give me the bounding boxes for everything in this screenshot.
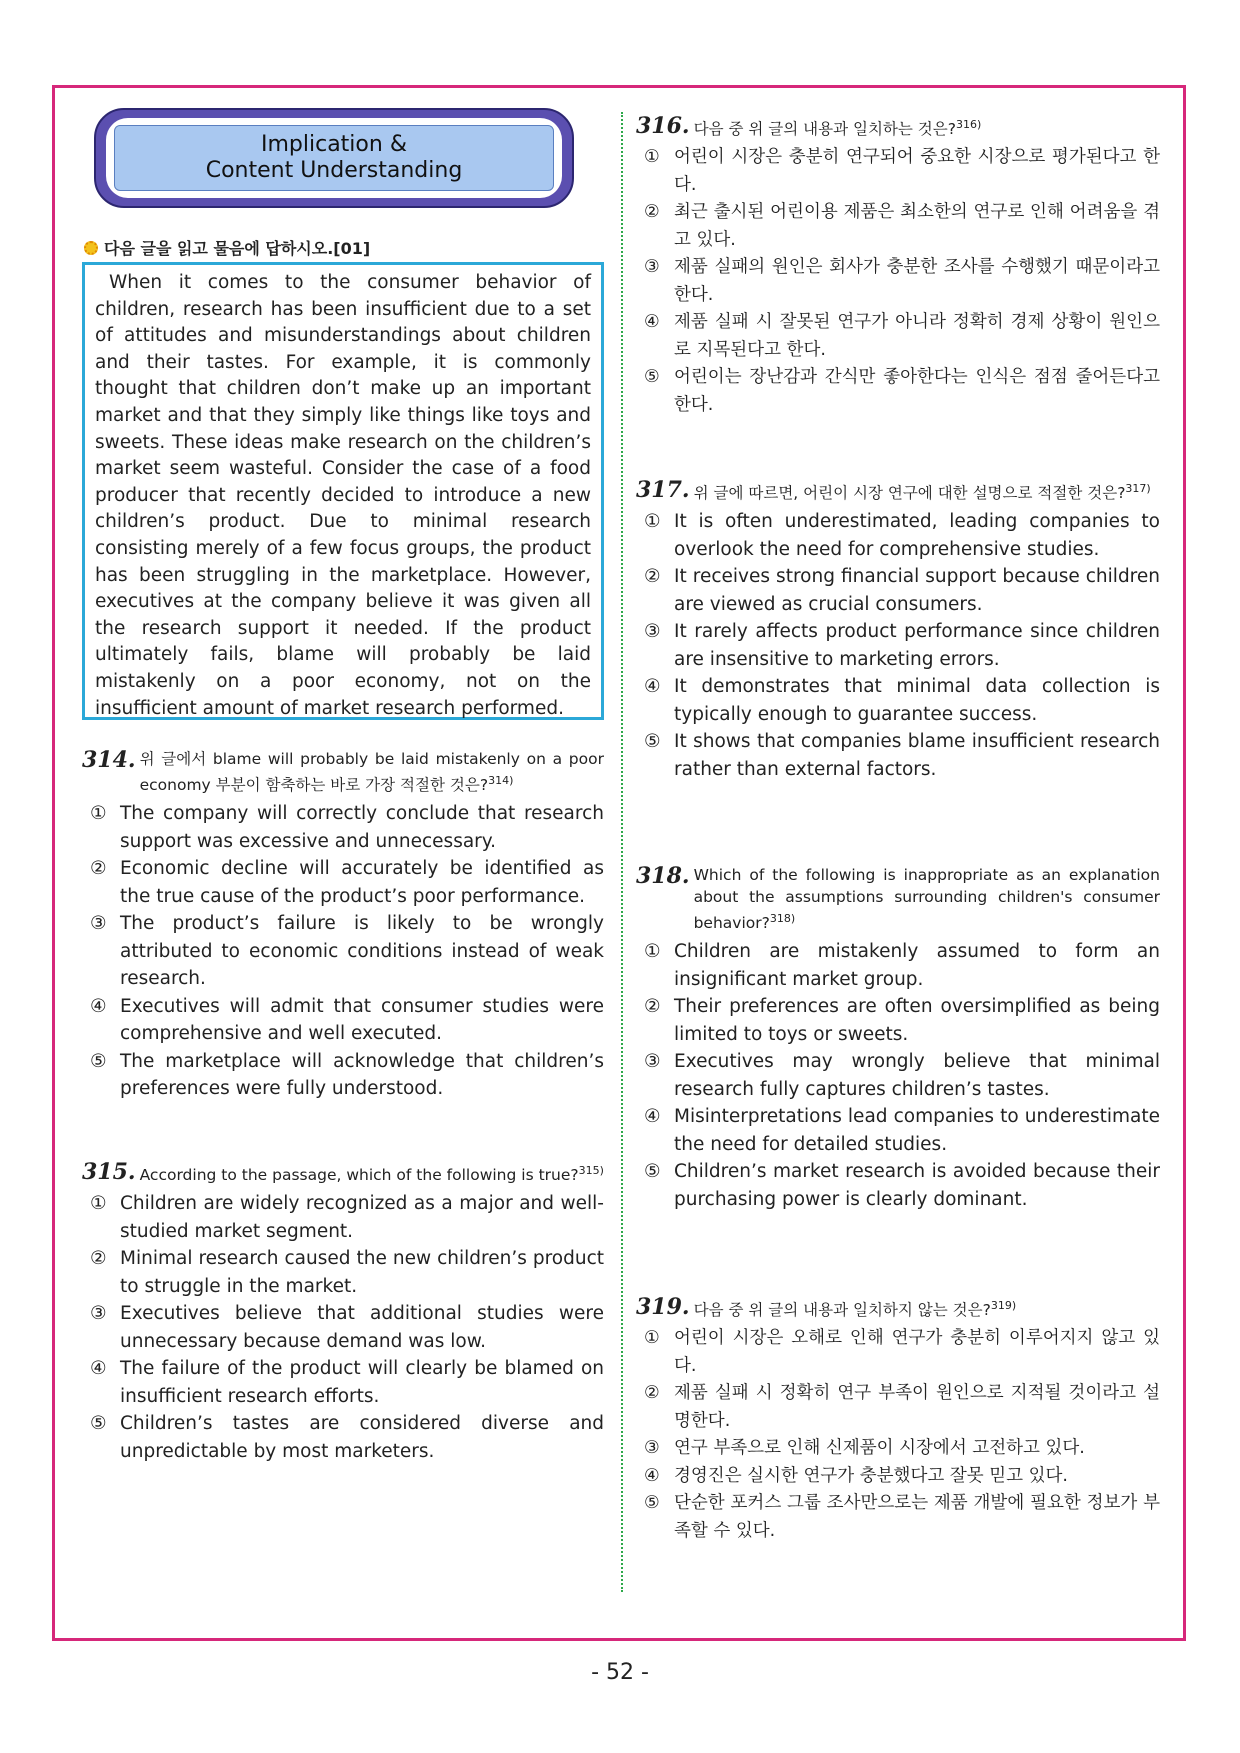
- flower-icon: [84, 241, 98, 255]
- option-marker: ①: [644, 147, 660, 168]
- column-divider: [621, 112, 623, 1592]
- question-header: [82, 1160, 604, 1186]
- instruction-text: 다음 글을 읽고 물음에 답하시오.[01]: [104, 239, 371, 258]
- answer-option[interactable]: [636, 1325, 1160, 1380]
- question-header: [636, 864, 1160, 934]
- answer-option[interactable]: [636, 1490, 1160, 1545]
- answer-option[interactable]: [82, 800, 604, 855]
- option-text: 제품 실패 시 정확히 연구 부족이 원인으로 지적될 것이라고 설명한다.: [674, 1383, 1160, 1431]
- question-prompt-wrap: [694, 114, 982, 140]
- answer-option[interactable]: [636, 1103, 1160, 1158]
- answer-option[interactable]: [82, 910, 604, 993]
- question-header: [636, 1295, 1160, 1321]
- option-marker: ⑤: [90, 1050, 107, 1072]
- answer-option[interactable]: [636, 1435, 1160, 1463]
- option-text: Misinterpretations lead companies to underestimate the need for detailed studies.: [674, 1106, 1160, 1155]
- answer-option[interactable]: [82, 1300, 604, 1355]
- option-marker: ②: [90, 1248, 107, 1270]
- footnote-ref: 315): [578, 1164, 604, 1177]
- option-marker: ①: [644, 941, 661, 963]
- answer-option[interactable]: [636, 1463, 1160, 1491]
- option-marker: ⑤: [644, 1161, 661, 1183]
- footnote-ref: 316): [955, 118, 982, 131]
- option-marker: ①: [644, 511, 661, 533]
- option-marker: ③: [90, 1303, 107, 1325]
- option-marker: ③: [90, 913, 107, 935]
- option-marker: ④: [644, 1106, 661, 1128]
- question-number: 317.: [636, 477, 690, 503]
- page-number: - 52 -: [591, 1660, 649, 1685]
- option-text: The company will correctly conclude that research support was excessive and unnecessary.: [120, 803, 604, 852]
- answer-option[interactable]: [636, 254, 1160, 309]
- question-number: 315.: [82, 1159, 136, 1185]
- option-text: It shows that companies blame insufficient research rather than external factors.: [674, 731, 1160, 780]
- question-prompt-wrap: [694, 864, 1160, 934]
- answer-option[interactable]: [82, 993, 604, 1048]
- question-prompt: 위 글에서 blame will probably be laid mistakenly on a poor economy 부분이 함축하는 바로 가장 적절한 것은?: [139, 750, 604, 795]
- footnote-ref: 319): [990, 1299, 1017, 1312]
- footnote-ref: 318): [769, 912, 796, 925]
- option-text: The product’s failure is likely to be wrongly attributed to economic conditions instead of weak research.: [120, 913, 604, 990]
- question-number: 316.: [636, 113, 690, 139]
- option-marker: ②: [644, 202, 660, 223]
- option-marker: ③: [644, 1051, 661, 1073]
- answer-option[interactable]: [636, 673, 1160, 728]
- option-text: 어린이는 장난감과 간식만 좋아한다는 인식은 점점 줄어든다고 한다.: [674, 367, 1160, 415]
- answer-options: [636, 144, 1160, 419]
- question-prompt-wrap: [694, 1295, 1017, 1321]
- question-prompt-wrap: [694, 478, 1151, 504]
- answer-option[interactable]: [82, 1355, 604, 1410]
- answer-option[interactable]: [82, 855, 604, 910]
- option-marker: ②: [644, 1383, 660, 1404]
- question-prompt: 다음 중 위 글의 내용과 일치하는 것은?: [693, 120, 956, 139]
- option-marker: ②: [644, 566, 661, 588]
- option-marker: ②: [90, 858, 107, 880]
- option-text: Minimal research caused the new children’s product to struggle in the market.: [120, 1248, 604, 1297]
- option-text: 경영진은 실시한 연구가 충분했다고 잘못 믿고 있다.: [674, 1465, 1068, 1486]
- option-text: Executives will admit that consumer studies were comprehensive and well executed.: [120, 995, 604, 1045]
- option-text: Executives believe that additional studies were unnecessary because demand was low.: [120, 1303, 604, 1352]
- option-text: 연구 부족으로 인해 신제품이 시장에서 고전하고 있다.: [674, 1438, 1085, 1459]
- option-text: Children’s tastes are considered diverse and unpredictable by most marketers.: [120, 1413, 604, 1462]
- answer-option[interactable]: [82, 1048, 604, 1103]
- option-marker: ①: [90, 803, 107, 825]
- answer-options: [636, 938, 1160, 1213]
- answer-options: [82, 1190, 604, 1465]
- answer-option[interactable]: [636, 618, 1160, 673]
- answer-option[interactable]: [636, 508, 1160, 563]
- answer-option[interactable]: [82, 1410, 604, 1465]
- title-line-1: Implication &: [261, 132, 407, 157]
- answer-options: [82, 800, 604, 1103]
- answer-option[interactable]: [636, 938, 1160, 993]
- option-marker: ④: [90, 995, 107, 1017]
- option-marker: ③: [644, 1438, 660, 1459]
- question-prompt-wrap: [140, 748, 604, 796]
- footnote-ref: 314): [488, 774, 514, 787]
- question-number: 318.: [636, 863, 690, 889]
- answer-option[interactable]: [636, 1380, 1160, 1435]
- option-marker: ⑤: [644, 367, 660, 388]
- option-text: 제품 실패의 원인은 회사가 충분한 조사를 수행했기 때문이라고 한다.: [674, 257, 1160, 305]
- option-text: 제품 실패 시 잘못된 연구가 아니라 정확히 경제 상황이 원인으로 지목된다고 한다.: [674, 312, 1160, 360]
- option-marker: ⑤: [90, 1413, 107, 1435]
- passage-text: When it comes to the consumer behavior of children, research has been insufficient due to a set of attitudes and misunderstandings about children and their tastes. For example, it is commonly thought that children don’t make up an important market and that they simply like things like toys and sweets. These ideas make research on the children’s market seem wasteful. Consider the case of a food producer that recently decided to introduce a new children’s product. Due to minimal research consisting merely of a few focus groups, the product has been struggling in the marketplace. However, executives at the company believe it was given all the research support it needed. If the product ultimately fails, blame will probably be laid mistakenly on a poor economy, not on the insufficient amount of market research performed.: [95, 272, 591, 719]
- footnote-ref: 317): [1125, 482, 1151, 495]
- option-marker: ④: [644, 312, 660, 333]
- question-315: [82, 1160, 604, 1465]
- option-text: It receives strong financial support because children are viewed as crucial consumers.: [674, 566, 1160, 615]
- option-text: The marketplace will acknowledge that children’s preferences were fully understood.: [120, 1050, 604, 1100]
- answer-option[interactable]: [636, 199, 1160, 254]
- question-prompt: According to the passage, which of the following is true?: [139, 1166, 579, 1185]
- option-marker: ④: [644, 1465, 660, 1486]
- option-text: Their preferences are often oversimplified as being limited to toys or sweets.: [674, 996, 1160, 1045]
- question-prompt: Which of the following is inappropriate as an explanation about the assumptions surrounding children's consumer behavior?: [693, 866, 1160, 933]
- question-number: 319.: [636, 1294, 690, 1320]
- option-text: Children are mistakenly assumed to form an insignificant market group.: [674, 941, 1160, 990]
- option-marker: ④: [644, 676, 661, 698]
- question-prompt: 위 글에 따르면, 어린이 시장 연구에 대한 설명으로 적절한 것은?: [693, 484, 1126, 503]
- option-text: Children are widely recognized as a major and well-studied market segment.: [120, 1193, 604, 1242]
- question-317: [636, 478, 1160, 783]
- instruction: [84, 236, 370, 259]
- answer-options: [636, 1325, 1160, 1545]
- answer-option[interactable]: [636, 1158, 1160, 1213]
- question-header: [636, 478, 1160, 504]
- option-marker: ③: [644, 621, 661, 643]
- option-text: It rarely affects product performance since children are insensitive to marketing errors.: [674, 621, 1160, 670]
- option-marker: ②: [644, 996, 661, 1018]
- option-text: Executives may wrongly believe that minimal research fully captures children’s tastes.: [674, 1051, 1160, 1100]
- answer-option[interactable]: [636, 364, 1160, 419]
- option-text: The failure of the product will clearly be blamed on insufficient research efforts.: [120, 1358, 604, 1407]
- option-text: It is often underestimated, leading companies to overlook the need for comprehensive studies.: [674, 511, 1160, 560]
- option-text: 어린이 시장은 충분히 연구되어 중요한 시장으로 평가된다고 한다.: [674, 147, 1160, 195]
- option-marker: ①: [644, 1328, 660, 1349]
- option-text: It demonstrates that minimal data collection is typically enough to guarantee success.: [674, 676, 1160, 725]
- question-number: 314.: [82, 747, 136, 773]
- question-prompt: 다음 중 위 글의 내용과 일치하지 않는 것은?: [693, 1301, 991, 1320]
- option-marker: ①: [90, 1193, 107, 1215]
- answer-option[interactable]: [636, 728, 1160, 783]
- answer-option[interactable]: [82, 1190, 604, 1245]
- question-header: [82, 748, 604, 796]
- answer-option[interactable]: [636, 563, 1160, 618]
- question-header: [636, 114, 1160, 140]
- answer-option[interactable]: [636, 1048, 1160, 1103]
- title-line-2: Content Understanding: [205, 158, 463, 183]
- option-marker: ④: [90, 1358, 107, 1380]
- question-319: [636, 1295, 1160, 1545]
- option-marker: ⑤: [644, 1493, 660, 1514]
- question-prompt-wrap: [140, 1160, 604, 1186]
- answer-options: [636, 508, 1160, 783]
- reading-passage: [82, 262, 604, 720]
- answer-option[interactable]: [636, 993, 1160, 1048]
- option-text: 어린이 시장은 오해로 인해 연구가 충분히 이루어지지 않고 있다.: [674, 1328, 1160, 1376]
- option-text: 최근 출시된 어린이용 제품은 최소한의 연구로 인해 어려움을 겪고 있다.: [674, 202, 1160, 250]
- answer-option[interactable]: [82, 1245, 604, 1300]
- title-badge: [94, 108, 574, 208]
- answer-option[interactable]: [636, 309, 1160, 364]
- option-text: Children’s market research is avoided because their purchasing power is clearly dominant.: [674, 1161, 1160, 1210]
- option-marker: ⑤: [644, 731, 661, 753]
- option-marker: ③: [644, 257, 660, 278]
- question-316: [636, 114, 1160, 419]
- option-text: Economic decline will accurately be identified as the true cause of the product’s poor performance.: [120, 858, 604, 907]
- option-text: 단순한 포커스 그룹 조사만으로는 제품 개발에 필요한 정보가 부족할 수 있다.: [674, 1493, 1160, 1541]
- question-318: [636, 864, 1160, 1213]
- question-314: [82, 748, 604, 1103]
- answer-option[interactable]: [636, 144, 1160, 199]
